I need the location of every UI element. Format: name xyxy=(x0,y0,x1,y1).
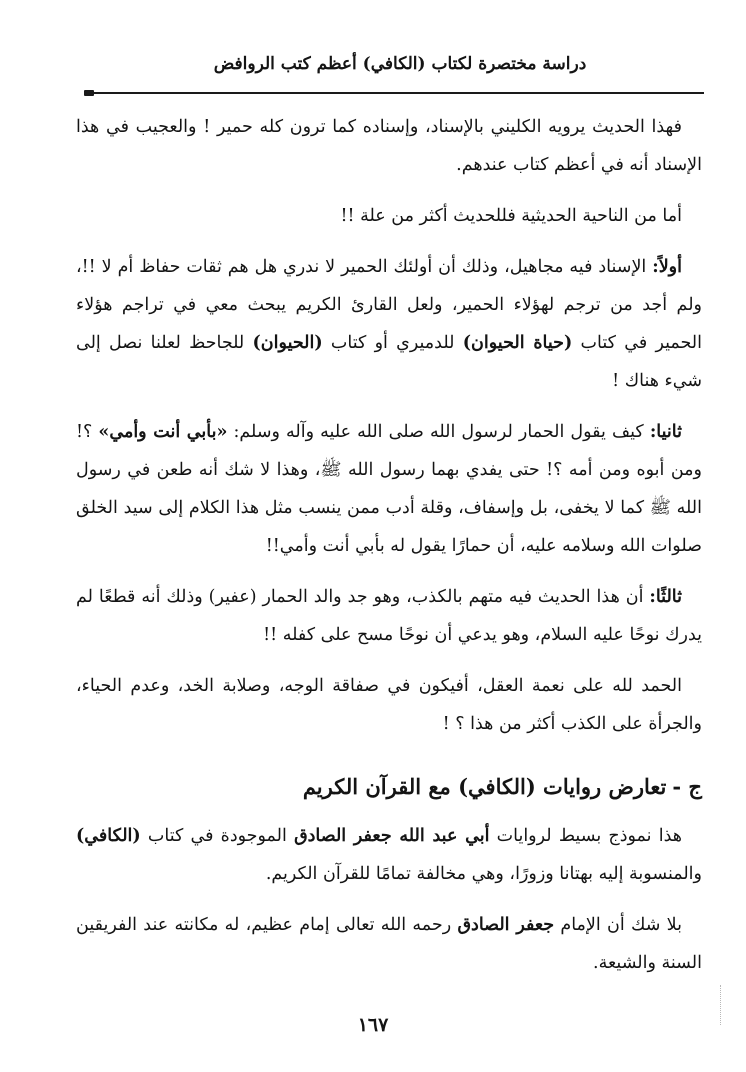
point-text: للجاحظ لعلنا نصل إلى شيء هناك ! xyxy=(76,333,702,391)
running-header-title: دراسة مختصرة لكتاب (الكافي) أعظم كتب الروافض xyxy=(213,54,587,74)
paragraph-text: الموجودة في كتاب xyxy=(140,826,295,846)
header-rule-cap xyxy=(84,90,94,96)
point-text: الإسناد فيه مجاهيل، وذلك أن أولئك الحمير لا ندري هل هم ثقات حفاظ أم لا !!، ولم أجد من ترجم لهؤلاء الحمير، ولعل القارئ الكريم يبحث معي في تراجم هؤلاء الحمير في كتاب xyxy=(76,257,702,353)
book-title-al-kafi: (الكافي) xyxy=(76,826,141,846)
paragraph-text: هذا نموذج بسيط لروايات xyxy=(489,826,682,846)
point-text: للدميري أو كتاب xyxy=(322,333,463,353)
point-text: ؟! ومن أبوه ومن أمه ؟! حتى يفدي بهما رسول الله ﷺ، وهذا لا شك أنه طعن في رسول الله ﷺ كما لا يخفى، بل وإسفاف، وقلة أدب ممن ينسب مثل هذا الكلام إلى سيد الخلق صلوات الله وسلامه عليه، أن حمارًا يقول له بأبي أنت وأمي!! xyxy=(76,422,702,556)
paragraph-first-point xyxy=(76,248,702,400)
paragraph-imam-status xyxy=(76,906,702,982)
paragraph-second-point xyxy=(76,413,702,565)
name-jafar-al-sadiq: جعفر الصادق xyxy=(457,915,555,935)
section-letter: ج - xyxy=(672,774,702,799)
point-label-second: ثانيا: xyxy=(649,422,682,442)
point-text: كيف يقول الحمار لرسول الله صلى الله عليه وآله وسلم: xyxy=(227,422,650,442)
paragraph-text: بلا شك أن الإمام xyxy=(554,915,682,935)
paragraph-isnad-intro: فهذا الحديث يرويه الكليني بالإسناد، وإسناده كما ترون كله حمير ! والعجيب في هذا الإسناد أنه في أعظم كتاب عندهم. xyxy=(76,117,702,175)
paragraph-conclusion: الحمد لله على نعمة العقل، أفيكون في صفاقة الوجه، وصلابة الخد، وعدم الحياء، والجرأة على الكذب أكثر من هذا ؟ ! xyxy=(76,676,702,734)
paragraph-hadith-criticism: أما من الناحية الحديثية فللحديث أكثر من علة !! xyxy=(340,206,682,226)
quoted-phrase: «بأبي أنت وأمي» xyxy=(98,422,228,442)
paragraph-text: والمنسوبة إليه بهتانا وزورًا، وهي مخالفة تمامًا للقرآن الكريم. xyxy=(265,864,702,884)
book-title-al-hayawan: (الحيوان) xyxy=(252,333,323,353)
section-heading xyxy=(76,767,702,807)
paragraph-text: رحمه الله تعالى إمام عظيم، له مكانته عند الفريقين السنة والشيعة. xyxy=(76,915,702,973)
point-text: أن هذا الحديث فيه متهم بالكذب، وهو جد والد الحمار (عفير) وذلك أنه قطعًا لم يدرك نوحًا عليه السلام، وهو يدعي أن نوحًا مسح على كفله !! xyxy=(76,587,702,645)
paragraph-model-narrations xyxy=(76,817,702,893)
paragraph-third-point xyxy=(76,578,702,654)
point-label-third: ثالثًا: xyxy=(649,587,682,607)
page-number: ١٦٧ xyxy=(357,1014,389,1036)
header-rule xyxy=(84,92,704,94)
name-jafar-al-sadiq: أبي عبد الله جعفر الصادق xyxy=(294,826,490,846)
section-title: تعارض روايات (الكافي) مع القرآن الكريم xyxy=(302,774,667,799)
body-text xyxy=(76,108,702,995)
book-title-hayat-al-hayawan: (حياة الحيوان) xyxy=(462,333,573,353)
point-label-first: أولاً: xyxy=(652,257,682,277)
